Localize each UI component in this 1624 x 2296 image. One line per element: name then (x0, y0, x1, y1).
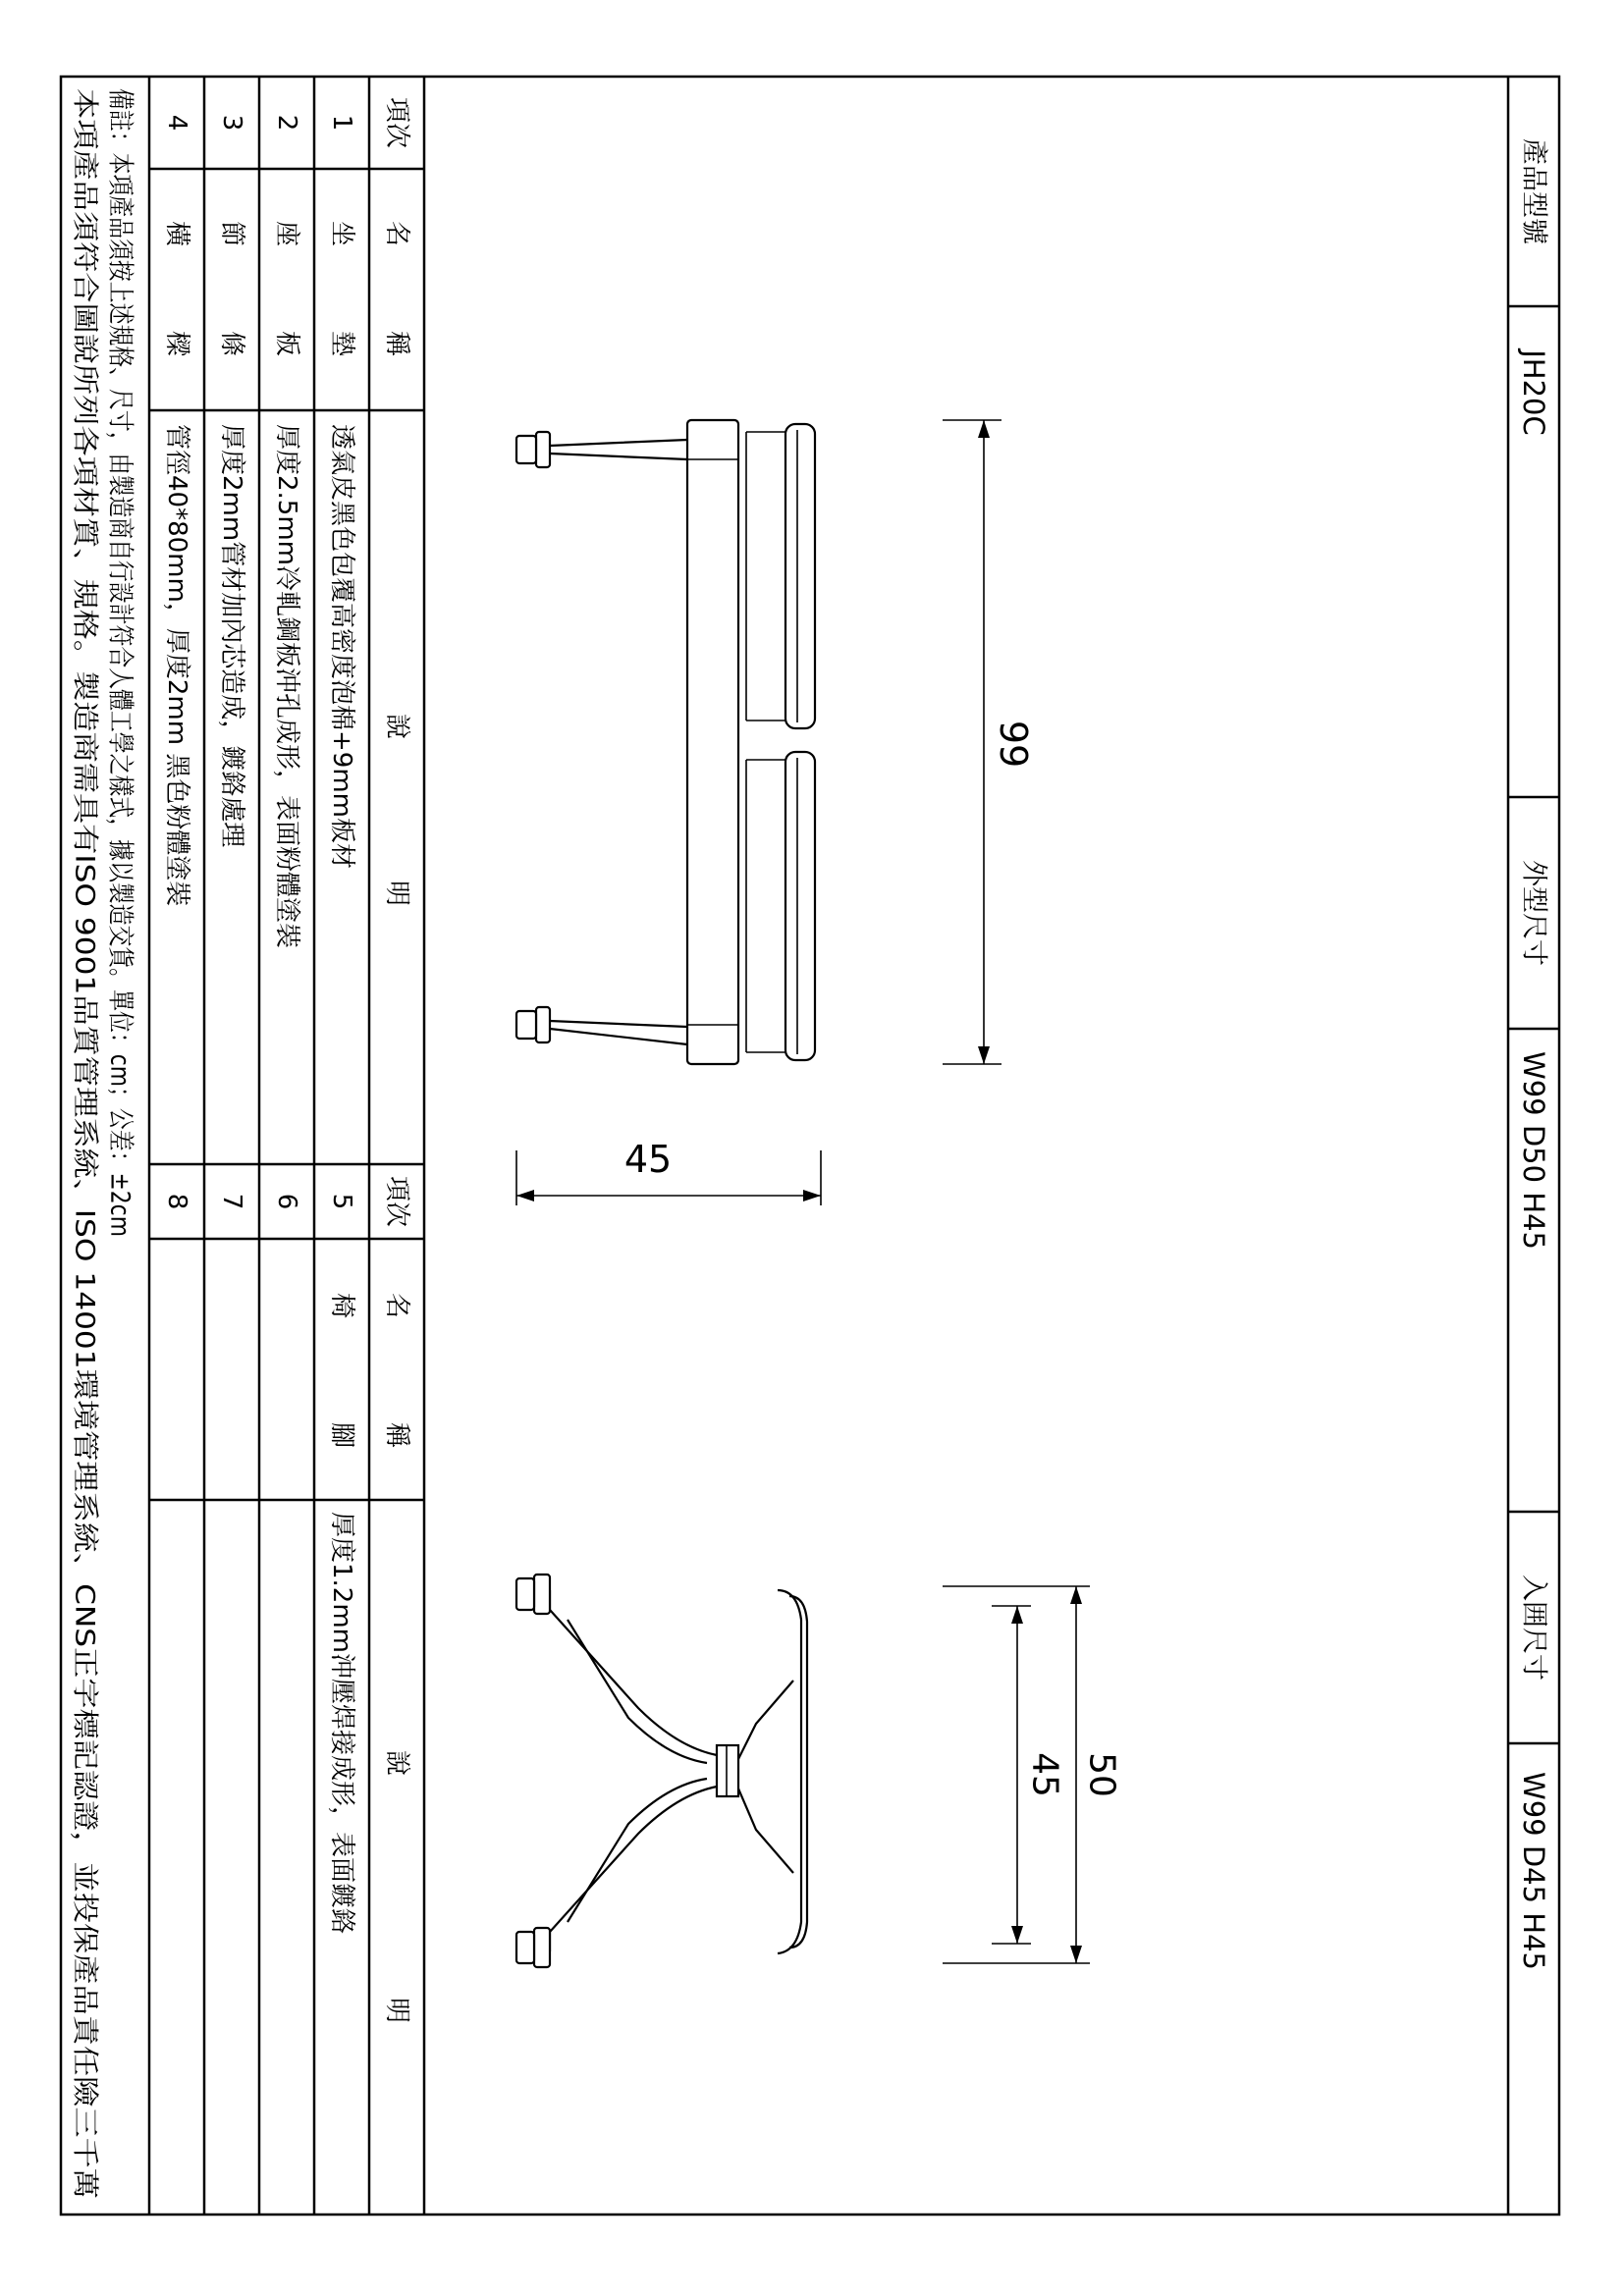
spec-table-header (382, 97, 411, 2023)
row-item-number: 8 (162, 1193, 191, 1210)
front-view-drawing (516, 420, 815, 1064)
header-desc-1: 說 (382, 713, 411, 740)
model-value: JH20C (1517, 349, 1550, 436)
row-item-number: 1 (327, 114, 356, 132)
crossbeam (687, 420, 738, 1064)
seat-cushion (785, 424, 815, 728)
seat-cushion (785, 752, 815, 1060)
height-dimension-label: 45 (623, 1138, 673, 1181)
row-name-char: 墊 (327, 330, 356, 357)
dimension-depth-inner (992, 1606, 1065, 1944)
chair-leg (516, 432, 687, 467)
header-name-2: 稱 (382, 330, 411, 357)
header-name-2: 稱 (382, 1421, 411, 1449)
note-line-1: 備註：本項產品須按上述規格、尺寸，由製造商自行設計符合人體工學之樣式，據以製造交貨。單位：cm；公差：±2cm (104, 88, 135, 1508)
header-desc-2: 明 (382, 1997, 411, 2024)
row-name-char: 板 (272, 330, 301, 357)
inner-size-value: W99 D45 H45 (1517, 1772, 1550, 1970)
title-block (1508, 138, 1559, 1970)
row-name-char: 座 (272, 220, 301, 247)
header-name-1: 名 (382, 1292, 411, 1319)
row-item-number: 3 (217, 114, 246, 132)
outer-size-value: W99 D50 H45 (1517, 1051, 1550, 1250)
depth-inner-dimension-label: 45 (1024, 1752, 1065, 1797)
chair-leg (516, 1007, 687, 1044)
inner-size-label: 入囲尺寸 (1518, 1575, 1549, 1681)
row-name-char: 橫 (162, 220, 191, 247)
header-desc-2: 明 (382, 880, 411, 907)
row-name-char: 樑 (162, 330, 191, 357)
side-view-drawing (516, 1575, 807, 1967)
depth-outer-dimension-label: 50 (1081, 1752, 1122, 1797)
row-item-number: 2 (272, 114, 301, 132)
dimension-width (943, 420, 1035, 1064)
seat-panel (746, 432, 785, 1052)
sheet-frame (61, 77, 1559, 2215)
header-desc-1: 說 (382, 1749, 411, 1777)
row-item-number: 4 (162, 114, 191, 132)
row-name-char: 腳 (327, 1421, 356, 1449)
header-item: 項次 (382, 1175, 411, 1228)
row-name-char: 坐 (327, 220, 356, 247)
row-item-number: 6 (272, 1193, 301, 1210)
notes (70, 88, 135, 2199)
row-name-char: 椅 (327, 1292, 356, 1319)
width-dimension-label: 99 (992, 720, 1035, 769)
header-name-1: 名 (382, 220, 411, 247)
row-description: 厚度2mm管材加內芯造成，鍍鉻處理 (217, 424, 246, 848)
row-description: 管徑40*80mm，厚度2mm 黑色粉體塗裝 (162, 424, 191, 907)
note-line-2: 本項產品須符合圖說所列各項材質、規格。製造商需具有ISO 9001品質管理系統、ISO 14001環境管理系統、CNS正字標記認證，並投保產品責任險三千萬 (69, 88, 100, 1914)
header-item: 項次 (382, 96, 411, 149)
spec-table (149, 77, 424, 2215)
row-description: 透氣皮黑色包覆高密度泡棉+9mm板材 (327, 424, 356, 869)
row-item-number: 5 (327, 1193, 356, 1210)
outer-size-label: 外型尺寸 (1518, 860, 1549, 966)
row-description: 厚度1.2mm沖壓焊接成形，表面鍍鉻 (327, 1512, 356, 1935)
model-label: 產品型號 (1518, 138, 1549, 244)
row-item-number: 7 (217, 1193, 246, 1210)
row-name-char: 節 (217, 220, 246, 247)
row-name-char: 條 (217, 330, 246, 357)
row-description: 厚度2.5mm冷軋鋼板沖孔成形，表面粉體塗裝 (272, 424, 301, 949)
dimension-height (516, 1138, 821, 1205)
